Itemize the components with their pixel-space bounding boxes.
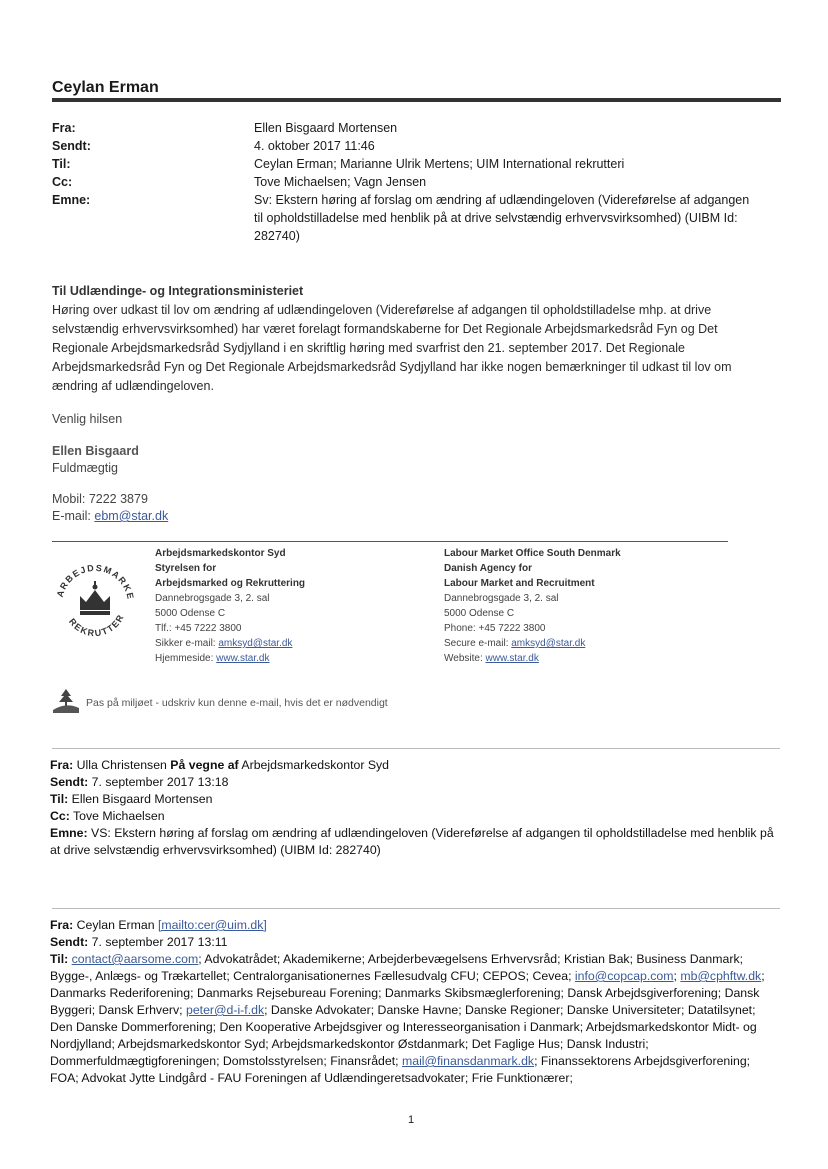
fw2-til-text2: ; xyxy=(673,969,681,983)
fw2-til-link2[interactable]: info@copcap.com xyxy=(574,969,674,983)
card-english xyxy=(444,546,621,666)
card-en-address: Dannebrogsgade 3, 2. sal xyxy=(444,593,559,604)
fw2-til-text1: ; Advokatrådet; Akademikerne; Arbejderbevægelsens Erhvervsråd; Kristian Bak; Business Danmark; Bygge-, Anlægs- og Trækartellet; Centralorganisationernes Fællesudvalg CFU; CEPOS; Cevea; xyxy=(50,952,744,983)
header-value-sendt: 4. oktober 2017 11:46 xyxy=(254,139,375,153)
sender-name: Ceylan Erman xyxy=(52,79,159,96)
card-en-office: Labour Market Office South Denmark xyxy=(444,548,621,559)
forward1-rule xyxy=(52,748,780,749)
fw2-til-link5[interactable]: mail@finansdanmark.dk xyxy=(401,1054,535,1068)
card-en-web-label: Website: xyxy=(444,653,486,664)
fw2-til-text5: ; Finanssektorens Arbejdsgiverforening; FOA; Advokat Jytte Lindgård - FAU Foreningen af Udlændingeretsadvokater; Frie Funktionærer; xyxy=(50,1054,751,1085)
signature-email xyxy=(52,509,168,523)
eco-notice: Pas på miljøet - udskriv kun denne e-mail, hvis det er nødvendigt xyxy=(86,697,388,709)
header-value-fra: Ellen Bisgaard Mortensen xyxy=(254,121,398,135)
card-en-phone: Phone: +45 7222 3800 xyxy=(444,623,546,634)
fw1-emne-label: Emne: xyxy=(50,826,88,840)
header-label-cc: Cc: xyxy=(52,175,73,189)
fw1-cc-label: Cc: xyxy=(50,809,70,823)
header-label-emne: Emne: xyxy=(52,193,91,207)
card-dk-web-label: Hjemmeside: xyxy=(155,653,217,664)
header-label-sendt: Sendt: xyxy=(52,139,91,153)
fw1-fra-label: Fra: xyxy=(50,758,74,772)
fw2-til-link4[interactable]: peter@d-i-f.dk xyxy=(186,1003,265,1017)
agency-logo xyxy=(50,556,140,646)
fw1-cc-value: Tove Michaelsen xyxy=(69,809,165,823)
fw2-til-text3: ; Danmarks Rederiforening; Danmarks Rejsebureau Forening; Danmarks Skibsmæglerforening; Dansk Arbejdsgiverforening; Dansk Byggeri; Dansk Erhverv; xyxy=(50,969,765,1017)
fw2-til-label: Til: xyxy=(50,952,69,966)
header-value-cc: Tove Michaelsen; Vagn Jensen xyxy=(254,175,427,189)
card-dk-phone: Tlf.: +45 7222 3800 xyxy=(155,623,242,634)
card-en-email-label: Secure e-mail: xyxy=(444,638,512,649)
card-dk-email-link[interactable]: amksyd@star.dk xyxy=(218,638,293,649)
fw2-til-link1[interactable]: contact@aarsome.com xyxy=(71,952,199,966)
fw2-fra-mail[interactable]: [mailto:cer@uim.dk] xyxy=(157,918,267,932)
card-en-city: 5000 Odense C xyxy=(444,608,515,619)
card-dk-office: Arbejdsmarkedskontor Syd xyxy=(155,548,286,559)
crown-logo-icon xyxy=(50,556,140,646)
forward2-header xyxy=(50,917,780,1087)
fw1-emne-value: VS: Ekstern høring af forslag om ændring af udlændingeloven (Videreførelse af adgangen til opholdstilladelse med henblik på at drive selvstændig erhvervsvirksomhed) (UIBM Id: 282740) xyxy=(50,826,774,857)
signature-mobile: Mobil: 7222 3879 xyxy=(52,492,148,506)
fw2-til-text4: ; Danske Advokater; Danske Havne; Danske Regioner; Danske Universiteter; Datatilsynet; Den Danske Dommerforening; Den Kooperative Arbejdsgiver og Interesseorganisation i Danmark; Arbejdsmarkedskontor Midt- og Nordjylland; Arbejdsmarkedskontor Syd; Arbejdsmarkedskontor Østdanmark; Det Faglige Hus; Dansk Industri; Dommerfuldmægtigforeningen; Domstolsstyrelsen; Finansrådet; xyxy=(50,1003,757,1068)
card-en-agency1: Danish Agency for xyxy=(444,563,532,574)
card-dk-agency2: Arbejdsmarked og Rekruttering xyxy=(155,578,306,589)
header-value-emne: Sv: Ekstern høring af forslag om ændring af udlændingeloven (Videreførelse af adgangen til opholdstilladelse med henblik på at drive selvstændig erhvervsvirksomhed) (UIBM Id: 282740) xyxy=(254,193,750,243)
card-dk-agency1: Styrelsen for xyxy=(155,563,217,574)
fw1-til-label: Til: xyxy=(50,792,69,806)
fw1-til-value: Ellen Bisgaard Mortensen xyxy=(68,792,213,806)
tree-icon xyxy=(52,688,80,714)
fw1-sendt-value: 7. september 2017 13:18 xyxy=(88,775,229,789)
card-en-web-link[interactable]: www.star.dk xyxy=(485,653,539,664)
greeting: Til Udlændinge- og Integrationsministeriet xyxy=(52,284,304,298)
signature-email-link[interactable]: ebm@star.dk xyxy=(94,509,169,523)
header-rule xyxy=(52,98,781,102)
fw2-fra-value: Ceylan Erman xyxy=(73,918,158,932)
header-label-fra: Fra: xyxy=(52,121,76,135)
card-dk-web-link[interactable]: www.star.dk xyxy=(216,653,270,664)
fw1-on-behalf: På vegne af xyxy=(170,758,239,772)
signature-title: Fuldmægtig xyxy=(52,461,118,475)
fw1-sendt-label: Sendt: xyxy=(50,775,89,789)
card-rule xyxy=(52,541,728,542)
header-value-til: Ceylan Erman; Marianne Ulrik Mertens; UIM International rekrutteri xyxy=(254,157,625,171)
card-danish xyxy=(155,546,305,666)
card-dk-city: 5000 Odense C xyxy=(155,608,226,619)
svg-text:REKRUTTERING: REKRUTTER xyxy=(66,612,127,639)
body-paragraph: Høring over udkast til lov om ændring af udlændingeloven (Videreførelse af adgangen til opholdstilladelse mhp. at drive selvstændig erhvervsvirksomhed) har været forelagt formandskaberne for Det Regionale Arbejdsmarkedsråd Fyn og Det Regionale Arbejdsmarkedsråd Sydjylland i en skriftlig høring med svarfrist den 21. september 2017. Det Regionale Arbejdsmarkedsråd Fyn og Det Regionale Arbejdsmarkedsråd Sydjylland har ikke nogen bemærkninger til udkast til lov om ændring af udlændingeloven. xyxy=(52,303,732,393)
card-en-agency2: Labour Market and Recruitment xyxy=(444,578,595,589)
svg-text:ARBEJDSMARKED: ARBEJDSMARKE xyxy=(54,562,136,602)
signature-email-label: E-mail: xyxy=(52,509,95,523)
page-number: 1 xyxy=(408,1114,415,1126)
fw2-til-link3[interactable]: mb@cphftw.dk xyxy=(680,969,762,983)
card-en-email-link[interactable]: amksyd@star.dk xyxy=(511,638,586,649)
header-label-til: Til: xyxy=(52,157,71,171)
signature-name: Ellen Bisgaard xyxy=(52,444,139,458)
fw1-fra-value: Ulla Christensen xyxy=(73,758,171,772)
closing: Venlig hilsen xyxy=(52,412,123,426)
forward1-header xyxy=(50,757,780,859)
card-dk-email-label: Sikker e-mail: xyxy=(155,638,219,649)
forward2-rule xyxy=(52,908,780,909)
fw2-sendt-value: 7. september 2017 13:11 xyxy=(88,935,228,949)
fw2-sendt-label: Sendt: xyxy=(50,935,89,949)
card-dk-address: Dannebrogsgade 3, 2. sal xyxy=(155,593,270,604)
fw2-fra-label: Fra: xyxy=(50,918,74,932)
fw1-fra-org: Arbejdsmarkedskontor Syd xyxy=(238,758,390,772)
